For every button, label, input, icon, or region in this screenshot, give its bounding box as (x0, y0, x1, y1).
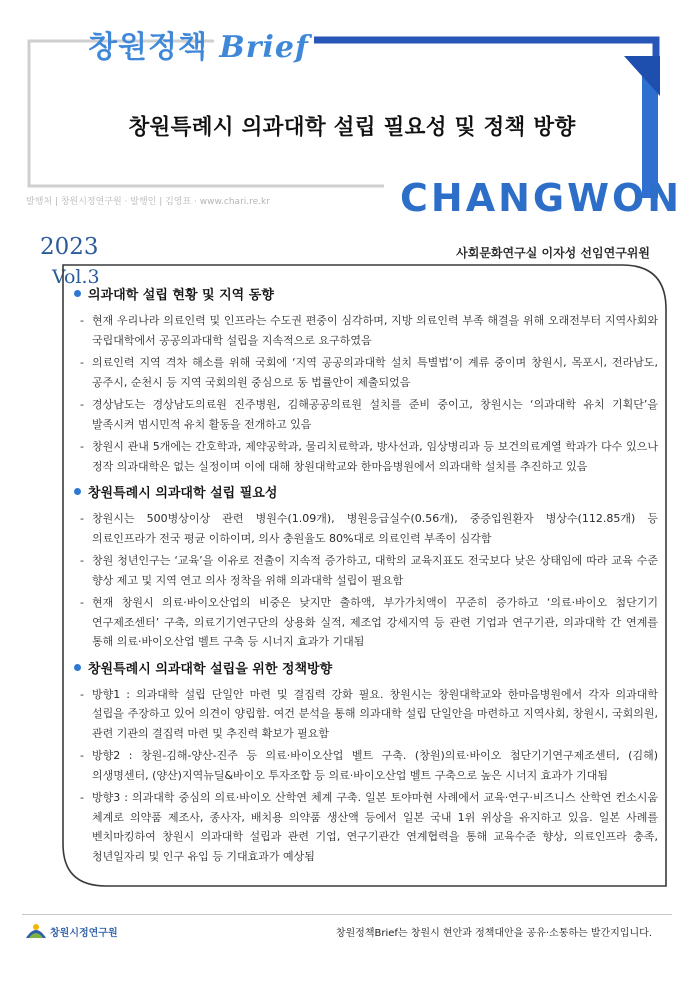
list-item: - 현재 우리나라 의료인력 및 인프라는 수도권 편중이 심각하며, 지방 의료인력 부족 해결을 위해 오래전부터 지역사회와 국립대학에서 공공의과대학 설립을 지속적으로 요구하였음 (74, 311, 658, 350)
frame-blue-top (314, 40, 656, 84)
section-heading: 창원특례시 의과대학 설립 필요성 (74, 482, 658, 501)
brand-name: 창원정책 (88, 30, 208, 65)
section-heading: 창원특례시 의과대학 설립을 위한 정책방향 (74, 658, 658, 677)
document-title: 창원특례시 의과대학 설립 필요성 및 정책 방향 (128, 115, 576, 140)
list-item: - 창원시 관내 5개에는 간호학과, 제약공학과, 물리치료학과, 방사선과, 임상병리과 등 보건의료계열 학과가 다수 있으나 정작 의과대학은 없는 실정이며 이에 대해 창원대학교와 한마음병원에서 의과대학 설치를 추진하고 있음 (74, 437, 658, 476)
footer-divider (22, 914, 672, 915)
list-item: - 창원 청년인구는 ‘교육’을 이유로 전출이 지속적 증가하고, 대학의 교육지표도 전국보다 낮은 상태임에 따라 교육 수준 향상 제고 및 지역 연고 의사 정착을 위해 의과대학 설립이 필요함 (74, 551, 658, 590)
section-necessity (74, 482, 658, 652)
list-item: - 방향1 : 의과대학 설립 단일안 마련 및 결집력 강화 필요. 창원시는 창원대학교와 한마음병원에서 각자 의과대학 설립을 주장하고 있어 의견이 양립함. 여건 분석을 통해 의과대학 설립 단일안을 마련하고 지역사회, 창원시, 국회의원, 관련 기관의 결집력 마련 및 추진력 확보가 필요함 (74, 685, 658, 744)
brand-title (88, 22, 309, 66)
institute-logo-icon (24, 920, 48, 942)
publisher-info: 발행처 | 창원시정연구원 · 발행인 | 김영표 · www.chari.re.kr (26, 197, 270, 207)
institute-logo-text: 창원시정연구원 (50, 928, 118, 939)
list-item: - 방향2 : 창원-김해-양산-진주 등 의료·바이오산업 벨트 구축. (창원)의료·바이오 첨단기기연구제조센터, (김해)의생명센터, (양산)지역뉴딜&바이오 투자조합 등 의료·바이오산업 벨트 구축으로 높은 시너지 효과가 기대됨 (74, 746, 658, 785)
footer-note: 창원정책Brief는 창원시 현안과 정책대안을 공유·소통하는 발간지입니다. (335, 928, 652, 939)
section-heading: 의과대학 설립 현황 및 지역 동향 (74, 284, 658, 303)
section-status (74, 284, 658, 476)
author-line: 사회문화연구실 이자성 선임연구위원 (456, 246, 650, 260)
brand-suffix: Brief (219, 30, 309, 65)
list-item: - 경상남도는 경상남도의료원 진주병원, 김해공공의료원 설치를 준비 중이고, 창원시는 ‘의과대학 유치 기획단’을 발족시켜 범시민적 유치 활동을 전개하고 있음 (74, 395, 658, 434)
bullet-dot-icon (74, 488, 81, 495)
section-policy (74, 658, 658, 867)
bullet-dot-icon (74, 290, 81, 297)
list-item: - 창원시는 500병상이상 관련 병원수(1.09개), 병원응급실수(0.56개), 중증입원환자 병상수(112.85개) 등 의료인프라가 전국 평균 이하이며, 의사 충원율도 80%대로 의료인력 부족이 심각함 (74, 509, 658, 548)
bullet-dot-icon (74, 664, 81, 671)
changwon-wordmark: CHANGWON (400, 176, 683, 220)
list-item: - 현재 창원시 의료·바이오산업의 비중은 낮지만 출하액, 부가가치액이 꾸준히 증가하고 ‘의료·바이오 첨단기기 연구제조센터’ 구축, 의료기기연구단의 상용화 실적, 제조업 강세지역 등 관련 기업과 연구기관, 의과대학 간 연계를 통해 의료·바이오산업 벨트 구축 등 시너지 효과가 기대됨 (74, 593, 658, 652)
volume-number: Vol.3 (52, 266, 100, 288)
volume-year: 2023 (40, 234, 99, 260)
content-sections (74, 284, 658, 872)
list-item: - 방향3 : 의과대학 중심의 의료·바이오 산학연 체계 구축. 일본 토야마현 사례에서 교육·연구·비즈니스 산학연 컨소시움 체계로 의약품 제조사, 종사자, 배치용 의약품 생산액 등에서 일본 국내 1위 위상을 유지하고 있음. 일본 사례를 벤치마킹하여 창원시 의과대학 설립과 관련 기업, 연구기관간 연계협력을 통해 교육수준 향상, 의료인프라 충족, 청년일자리 및 인구 유입 등 기대효과가 예상됨 (74, 788, 658, 866)
list-item: - 의료인력 지역 격차 해소를 위해 국회에 ‘지역 공공의과대학 설치 특별법’이 계류 중이며 창원시, 목포시, 전라남도, 공주시, 순천시 등 지역 국회의원 중심으로 동 법률안이 제출되었음 (74, 353, 658, 392)
